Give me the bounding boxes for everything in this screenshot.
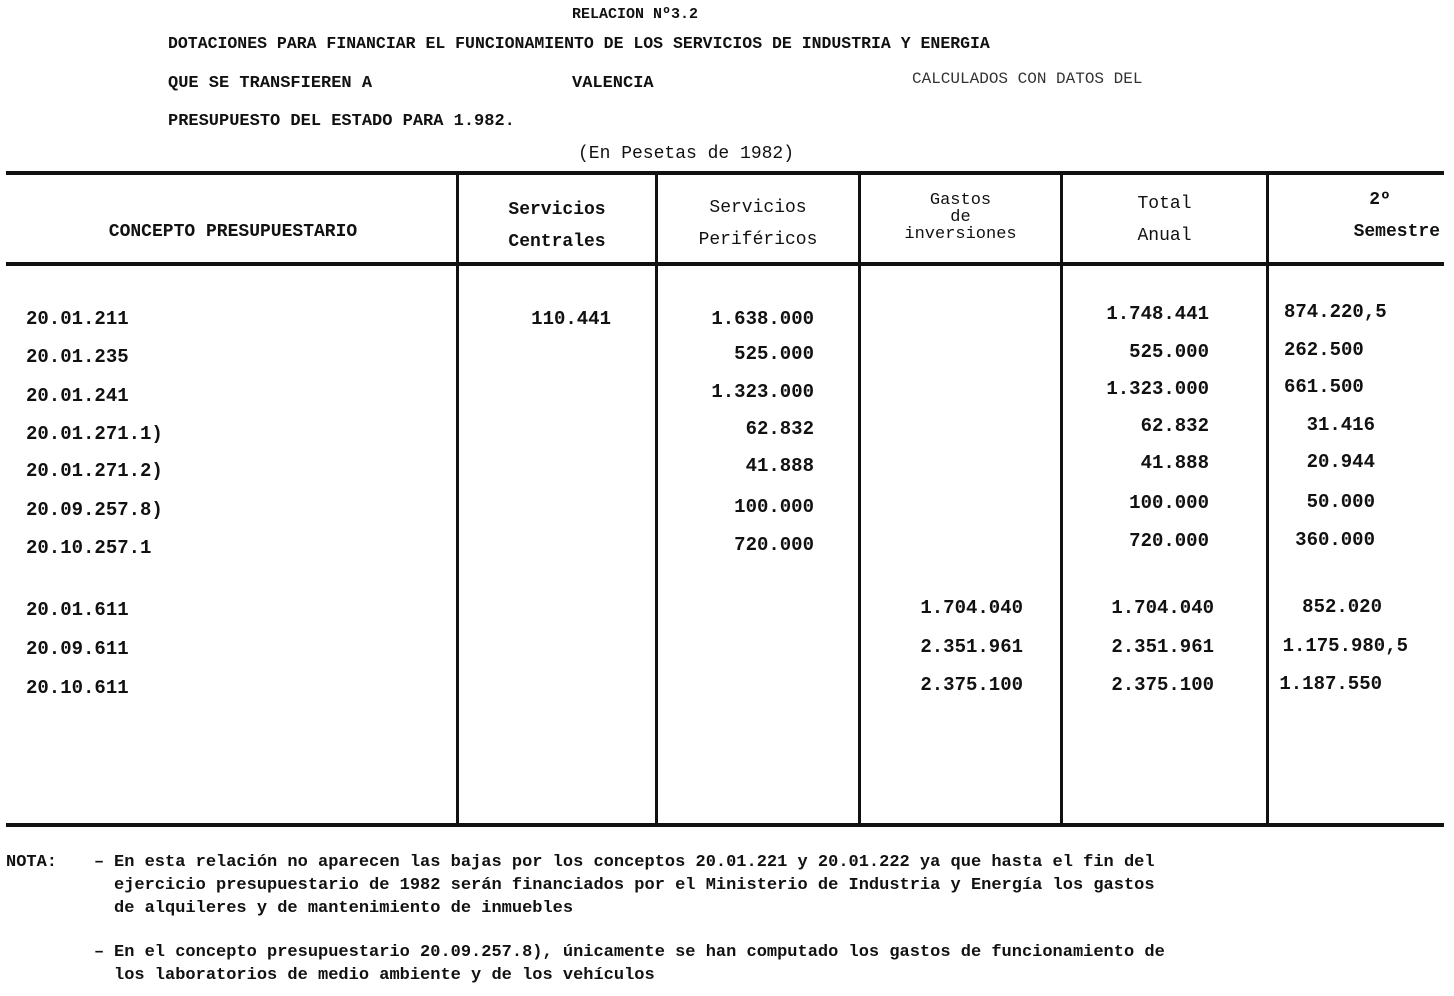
column-header-perifericos-line-2: Periféricos — [698, 230, 818, 250]
table-top-rule — [6, 171, 1444, 175]
row-perifericos: 1.638.000 — [711, 308, 814, 330]
row-centrales: 110.441 — [531, 308, 611, 330]
column-header-total-line-1: Total — [1137, 194, 1192, 214]
row-concepto: 20.01.271.1) — [26, 423, 163, 445]
column-header-inversiones-line-2: de — [950, 208, 971, 227]
column-header-centrales-line-1: Servicios — [508, 200, 606, 220]
row-semestre: 360.000 — [1295, 529, 1375, 551]
row-semestre: 661.500 — [1284, 376, 1364, 398]
column-header-concepto-label: CONCEPTO PRESUPUESTARIO — [108, 222, 358, 242]
notes-label: NOTA: — [6, 853, 58, 872]
row-perifericos: 525.000 — [734, 343, 814, 365]
row-total: 1.323.000 — [1106, 378, 1209, 400]
note-1-line-1: En esta relación no aparecen las bajas por los conceptos 20.01.221 y 20.01.222 ya que hasta el fin del — [114, 853, 1155, 872]
document-title-region: VALENCIA — [572, 74, 654, 93]
row-concepto: 20.01.611 — [26, 599, 129, 621]
row-inversiones: 2.351.961 — [920, 636, 1023, 658]
row-concepto: 20.10.611 — [26, 677, 129, 699]
column-header-total — [1063, 188, 1266, 252]
column-divider-1 — [456, 173, 459, 826]
row-semestre: 50.000 — [1306, 491, 1375, 513]
row-total: 2.351.961 — [1111, 636, 1214, 658]
row-total: 1.748.441 — [1106, 303, 1209, 325]
row-concepto: 20.01.271.2) — [26, 460, 163, 482]
column-header-semestre — [1290, 184, 1440, 248]
column-header-inversiones-line-3: inversiones — [904, 225, 1017, 244]
row-concepto: 20.09.611 — [26, 638, 129, 660]
column-header-inversiones — [861, 192, 1060, 243]
column-divider-5 — [1266, 173, 1269, 826]
row-concepto: 20.01.235 — [26, 346, 129, 368]
column-header-perifericos-line-1: Servicios — [709, 198, 807, 218]
row-perifericos: 720.000 — [734, 534, 814, 556]
row-inversiones: 1.704.040 — [920, 597, 1023, 619]
document-reference: RELACION Nº3.2 — [572, 6, 699, 23]
column-header-centrales-line-2: Centrales — [508, 232, 606, 252]
row-semestre: 1.175.980,5 — [1282, 635, 1408, 657]
row-perifericos: 1.323.000 — [711, 381, 814, 403]
row-concepto: 20.01.211 — [26, 308, 129, 330]
document-title-line-1: DOTACIONES PARA FINANCIAR EL FUNCIONAMIENTO DE LOS SERVICIOS DE INDUSTRIA Y ENERGIA — [168, 34, 990, 53]
row-semestre: 262.500 — [1284, 339, 1364, 361]
table-header-rule — [6, 262, 1444, 266]
note-dash-1: – — [94, 853, 105, 872]
row-semestre: 852.020 — [1302, 596, 1382, 618]
row-concepto: 20.10.257.1 — [26, 537, 152, 559]
row-total: 62.832 — [1140, 415, 1209, 437]
row-perifericos: 100.000 — [734, 496, 814, 518]
row-inversiones: 2.375.100 — [920, 674, 1023, 696]
row-semestre: 31.416 — [1306, 414, 1375, 436]
note-dash-2: – — [94, 943, 105, 962]
column-header-semestre-line-1: 2º — [1369, 190, 1391, 210]
row-total: 1.704.040 — [1111, 597, 1214, 619]
row-perifericos: 62.832 — [745, 418, 814, 440]
column-header-perifericos — [658, 192, 858, 256]
column-divider-3 — [858, 173, 861, 826]
note-1-line-3: de alquileres y de mantenimiento de inmuebles — [114, 899, 574, 918]
row-semestre: 874.220,5 — [1284, 301, 1387, 323]
row-perifericos: 41.888 — [745, 455, 814, 477]
document-title-line-2-right: CALCULADOS CON DATOS DEL — [912, 70, 1143, 88]
note-1-line-2: ejercicio presupuestario de 1982 serán financiados por el Ministerio de Industria y Energía los gastos — [114, 876, 1155, 895]
row-semestre: 20.944 — [1306, 451, 1375, 473]
row-concepto: 20.01.241 — [26, 385, 129, 407]
row-total: 2.375.100 — [1111, 674, 1214, 696]
document-title-line-3: PRESUPUESTO DEL ESTADO PARA 1.982. — [168, 112, 515, 131]
table-bottom-rule — [6, 823, 1444, 827]
row-semestre: 1.187.550 — [1279, 673, 1382, 695]
column-header-semestre-line-2: Semestre — [1353, 222, 1440, 242]
row-concepto: 20.09.257.8) — [26, 499, 163, 521]
row-total: 720.000 — [1129, 530, 1209, 552]
column-header-inversiones-line-1: Gastos — [929, 191, 992, 210]
note-2-line-2: los laboratorios de medio ambiente y de los vehículos — [114, 966, 655, 985]
row-total: 525.000 — [1129, 341, 1209, 363]
column-header-concepto — [10, 216, 456, 248]
row-total: 100.000 — [1129, 492, 1209, 514]
column-header-centrales — [459, 194, 655, 258]
row-total: 41.888 — [1140, 452, 1209, 474]
note-2-line-1: En el concepto presupuestario 20.09.257.8), únicamente se han computado los gastos de funcionamiento de — [114, 943, 1165, 962]
currency-note: (En Pesetas de 1982) — [578, 144, 795, 164]
column-header-total-line-2: Anual — [1137, 226, 1192, 246]
document-title-line-2-left: QUE SE TRANSFIEREN A — [168, 74, 373, 93]
